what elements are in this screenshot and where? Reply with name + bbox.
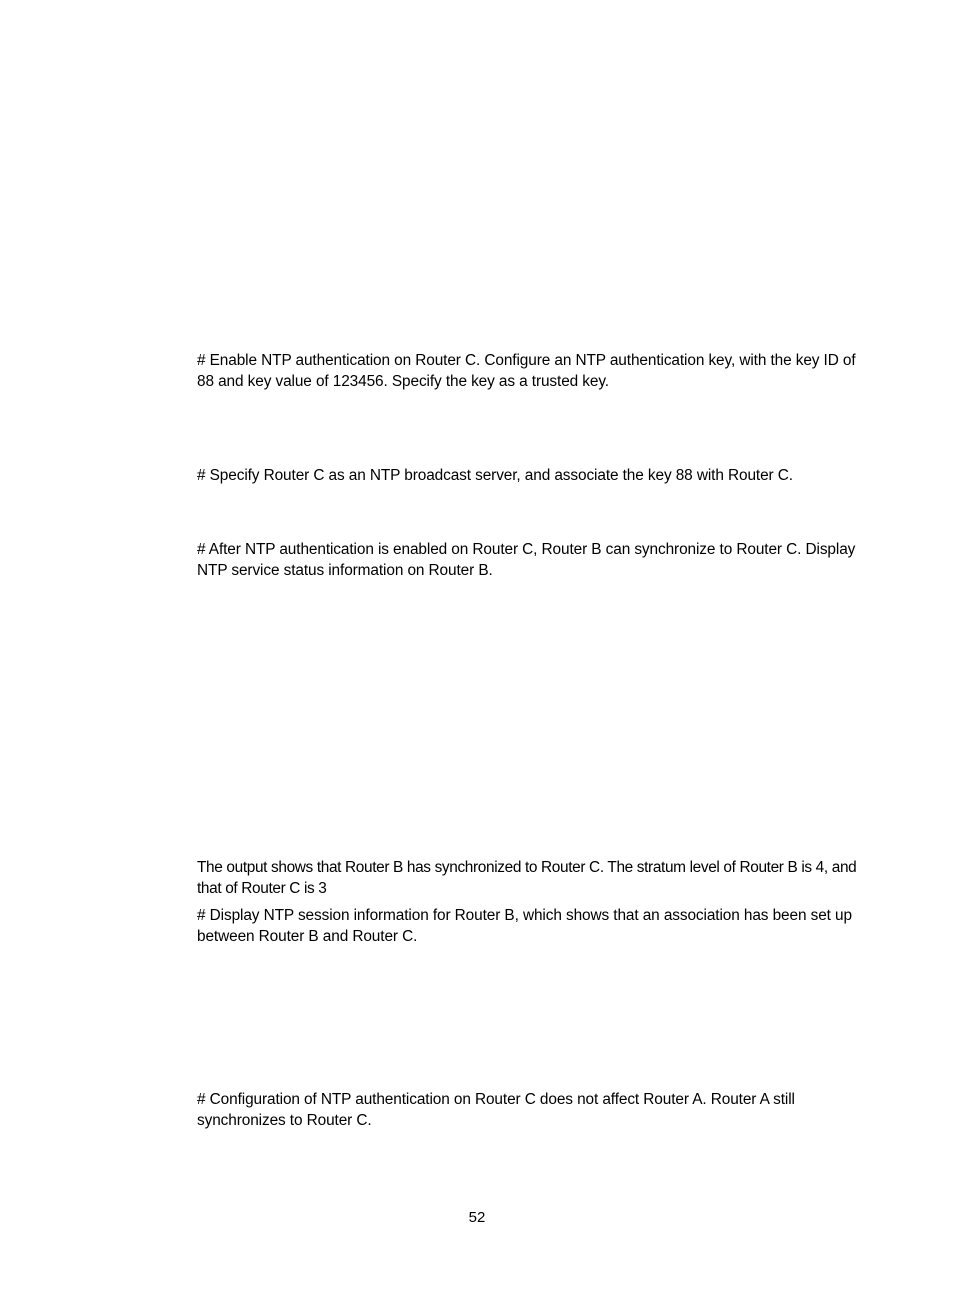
page-number: 52 <box>468 1209 486 1226</box>
paragraph-after-auth: # After NTP authentication is enabled on Router C, Router B can synchronize to Router C. Display NTP service status information on Router B. <box>197 541 856 579</box>
paragraph-display-session: # Display NTP session information for Router B, which shows that an association has been set up between Router B and Router C. <box>197 907 852 945</box>
paragraph-router-a-unaffected: # Configuration of NTP authentication on Router C does not affect Router A. Router A still synchronizes to Router C. <box>197 1091 795 1129</box>
paragraph-broadcast-server: # Specify Router C as an NTP broadcast server, and associate the key 88 with Router C. <box>197 467 793 484</box>
paragraph-output-shows: The output shows that Router B has synchronized to Router C. The stratum level of Router B is 4, and that of Router C is 3 <box>197 859 857 897</box>
paragraph-enable-auth: # Enable NTP authentication on Router C. Configure an NTP authentication key, with the key ID of 88 and key value of 123456. Specify the key as a trusted key. <box>197 352 856 390</box>
